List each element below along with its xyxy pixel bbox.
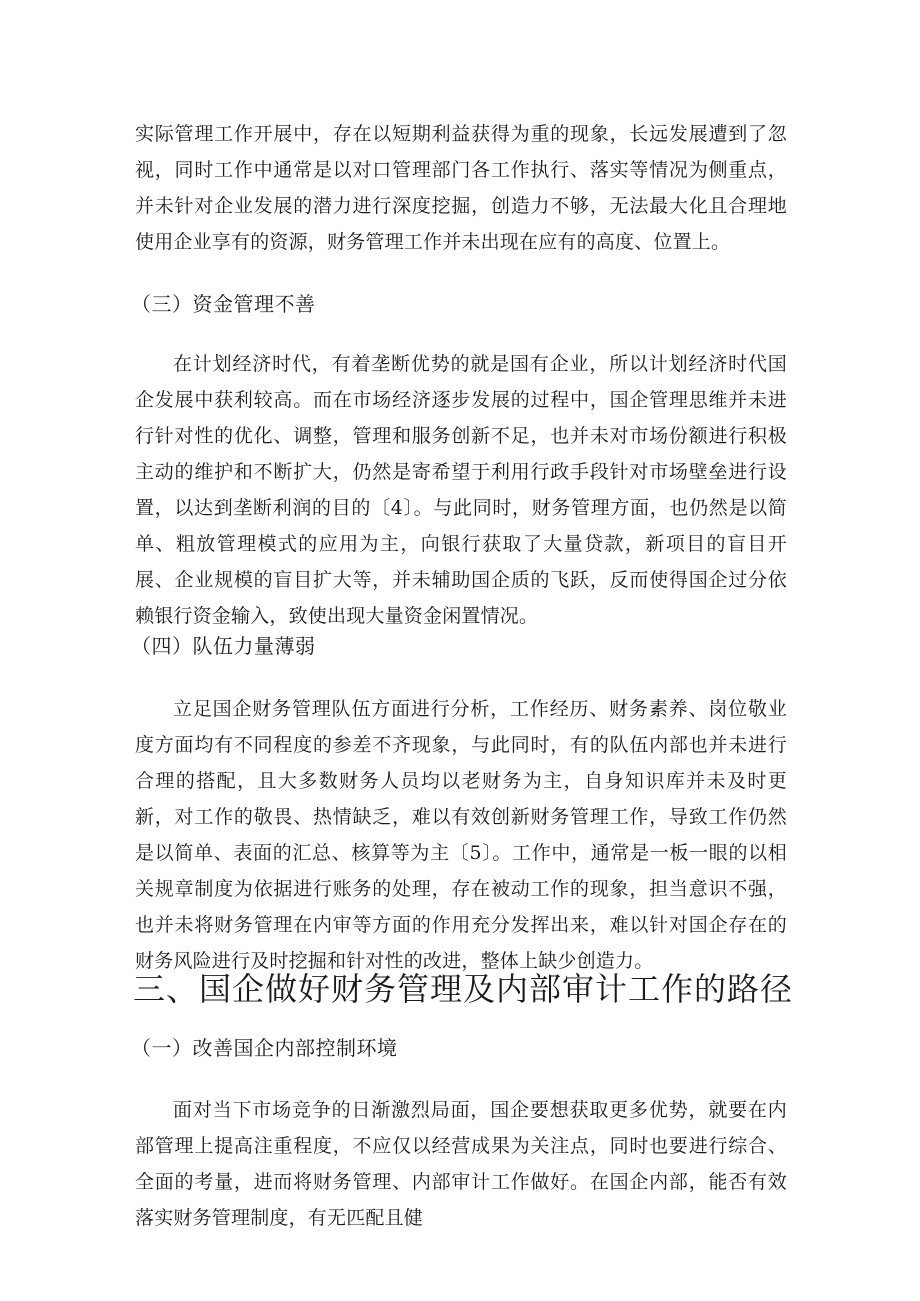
paragraph-market-competition: 面对当下市场竞争的日渐激烈局面，国企要想获取更多优势，就要在内部管理上提高注重程度，不应仅以经营成果为关注点，同时也要进行综合、全面的考量，进而将财务管理、内部审计工作做好。在国企内部，能否有效落实财务管理制度，有无匹配且健	[135, 1099, 787, 1229]
subheading-internal-control: （一）改善国企内部控制环境	[131, 1036, 398, 1060]
paragraph-resource-utilization: 实际管理工作开展中，存在以短期利益获得为重的现象，长远发展遭到了忽视，同时工作中通常是以对口管理部门各工作执行、落实等情况为侧重点，并未针对企业发展的潜力进行深度挖掘，创造力不够，无法最大化且合理地使用企业享有的资源，财务管理工作并未出现在应有的高度、位置上。	[135, 123, 787, 253]
subheading-fund-management: （三）资金管理不善	[131, 292, 316, 316]
subheading-team-strength: （四）队伍力量薄弱	[131, 634, 316, 658]
section-heading-paths: 三、国企做好财务管理及内部审计工作的路径	[133, 970, 794, 1008]
paragraph-team-analysis: 立足国企财务管理队伍方面进行分析，工作经历、财务素养、岗位敬业度方面均有不同程度的参差不齐现象，与此同时，有的队伍内部也并未进行合理的搭配，且大多数财务人员均以老财务为主，自身知识库并未及时更新，对工作的敬畏、热情缺乏，难以有效创新财务管理工作，导致工作仍然是以简单、表面的汇总、核算等为主〔5〕。工作中，通常是一板一眼的以相关规章制度为依据进行账务的处理，存在被动工作的现象，担当意识不强，也并未将财务管理在内审等方面的作用充分发挥出来，难以针对国企存在的财务风险进行及时挖掘和针对性的改进，整体上缺少创造力。	[135, 698, 787, 972]
paragraph-planned-economy: 在计划经济时代，有着垄断优势的就是国有企业，所以计划经济时代国企发展中获利较高。而在市场经济逐步发展的过程中，国企管理思维并未进行针对性的优化、调整，管理和服务创新不足，也并未对市场份额进行积极主动的维护和不断扩大，仍然是寄希望于利用行政手段针对市场壁垒进行设置，以达到垄断利润的目的〔4〕。与此同时，财务管理方面，也仍然是以简单、粗放管理模式的应用为主，向银行获取了大量贷款，新项目的盲目开展、企业规模的盲目扩大等，并未辅助国企质的飞跃，反而使得国企过分依赖银行资金输入，致使出现大量资金闲置情况。	[135, 353, 787, 627]
